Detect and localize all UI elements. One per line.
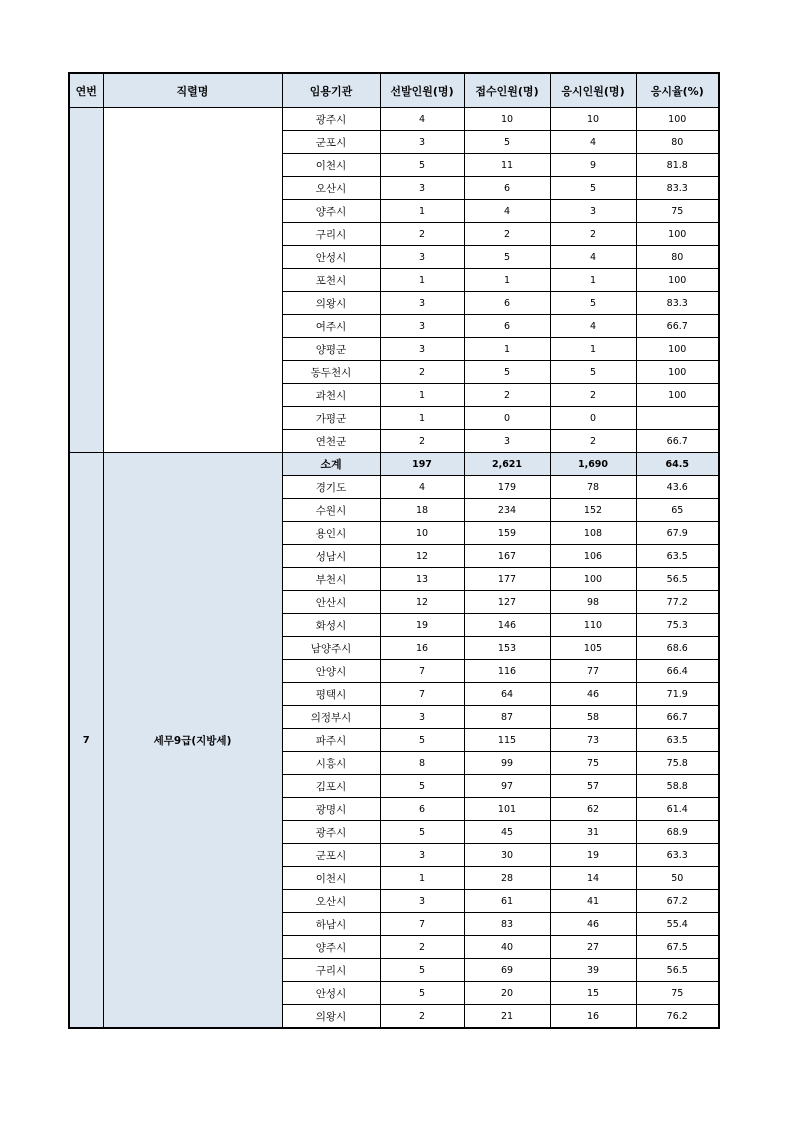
selected-cell: 7: [380, 660, 464, 683]
rate-cell: 75: [636, 982, 719, 1005]
applied-cell: 177: [464, 568, 550, 591]
rate-cell: 61.4: [636, 798, 719, 821]
selected-cell: 1: [380, 269, 464, 292]
took-cell: 46: [550, 913, 636, 936]
org-cell: 경기도: [282, 476, 380, 499]
applied-cell: 2: [464, 384, 550, 407]
rate-cell: 100: [636, 269, 719, 292]
rate-cell: 75: [636, 200, 719, 223]
applied-cell: 153: [464, 637, 550, 660]
selected-cell: 2: [380, 361, 464, 384]
org-cell: 광주시: [282, 821, 380, 844]
subtotal-label: 소계: [282, 453, 380, 476]
rate-cell: 83.3: [636, 292, 719, 315]
applied-cell: 6: [464, 177, 550, 200]
org-cell: 광주시: [282, 108, 380, 131]
org-cell: 가평군: [282, 407, 380, 430]
took-cell: 39: [550, 959, 636, 982]
selected-cell: 2: [380, 223, 464, 246]
applied-cell: 28: [464, 867, 550, 890]
took-cell: 9: [550, 154, 636, 177]
took-cell: 2: [550, 384, 636, 407]
took-cell: 106: [550, 545, 636, 568]
org-cell: 오산시: [282, 890, 380, 913]
applied-cell: 64: [464, 683, 550, 706]
applied-cell: 5: [464, 246, 550, 269]
took-cell: 100: [550, 568, 636, 591]
selected-cell: 4: [380, 108, 464, 131]
applied-cell: 146: [464, 614, 550, 637]
applied-cell: 11: [464, 154, 550, 177]
org-cell: 하남시: [282, 913, 380, 936]
selected-cell: 7: [380, 913, 464, 936]
took-cell: 1: [550, 338, 636, 361]
rate-cell: 43.6: [636, 476, 719, 499]
rate-cell: 80: [636, 131, 719, 154]
took-cell: 46: [550, 683, 636, 706]
org-cell: 동두천시: [282, 361, 380, 384]
org-cell: 과천시: [282, 384, 380, 407]
org-cell: 남양주시: [282, 637, 380, 660]
took-cell: 5: [550, 177, 636, 200]
rate-cell: 68.6: [636, 637, 719, 660]
applied-cell: 45: [464, 821, 550, 844]
took-cell: 5: [550, 292, 636, 315]
selected-cell: 3: [380, 246, 464, 269]
applied-cell: 83: [464, 913, 550, 936]
applied-cell: 101: [464, 798, 550, 821]
took-cell: 4: [550, 131, 636, 154]
applied-cell: 167: [464, 545, 550, 568]
selected-cell: 1: [380, 384, 464, 407]
applied-cell: 116: [464, 660, 550, 683]
selected-cell: 10: [380, 522, 464, 545]
applied-cell: 5: [464, 361, 550, 384]
took-cell: 73: [550, 729, 636, 752]
selected-cell: 5: [380, 775, 464, 798]
org-cell: 성남시: [282, 545, 380, 568]
applied-cell: 1: [464, 338, 550, 361]
applied-cell: 10: [464, 108, 550, 131]
selected-cell: 3: [380, 890, 464, 913]
applied-cell: 30: [464, 844, 550, 867]
section-a-body: [69, 108, 719, 453]
org-cell: 의정부시: [282, 706, 380, 729]
applied-cell: 4: [464, 200, 550, 223]
applied-cell: 40: [464, 936, 550, 959]
selected-cell: 2: [380, 1005, 464, 1029]
selected-cell: 13: [380, 568, 464, 591]
job-title-cell: [103, 108, 282, 453]
org-cell: 여주시: [282, 315, 380, 338]
rate-cell: 66.7: [636, 315, 719, 338]
recruitment-table: [68, 72, 720, 1029]
org-cell: 군포시: [282, 131, 380, 154]
org-cell: 파주시: [282, 729, 380, 752]
rate-cell: 68.9: [636, 821, 719, 844]
selected-cell: 2: [380, 936, 464, 959]
took-cell: 2: [550, 430, 636, 453]
selected-cell: 5: [380, 154, 464, 177]
applied-cell: 115: [464, 729, 550, 752]
applied-cell: 3: [464, 430, 550, 453]
selected-cell: 3: [380, 315, 464, 338]
subtotal-took: 1,690: [550, 453, 636, 476]
rate-cell: 75.8: [636, 752, 719, 775]
rate-cell: 67.5: [636, 936, 719, 959]
org-cell: 양주시: [282, 936, 380, 959]
took-cell: 4: [550, 315, 636, 338]
applied-cell: 159: [464, 522, 550, 545]
org-cell: 평택시: [282, 683, 380, 706]
applied-cell: 87: [464, 706, 550, 729]
org-cell: 용인시: [282, 522, 380, 545]
selected-cell: 18: [380, 499, 464, 522]
org-cell: 부천시: [282, 568, 380, 591]
org-cell: 양주시: [282, 200, 380, 223]
selected-cell: 8: [380, 752, 464, 775]
selected-cell: 3: [380, 338, 464, 361]
applied-cell: 99: [464, 752, 550, 775]
org-cell: 수원시: [282, 499, 380, 522]
rate-cell: 71.9: [636, 683, 719, 706]
took-cell: 1: [550, 269, 636, 292]
took-cell: 3: [550, 200, 636, 223]
took-cell: 62: [550, 798, 636, 821]
took-cell: 57: [550, 775, 636, 798]
subtotal-rate: 64.5: [636, 453, 719, 476]
took-cell: 4: [550, 246, 636, 269]
table-header-row: [69, 73, 719, 108]
row-number-cell: [69, 108, 103, 453]
header-selected: 선발인원(명): [380, 73, 464, 108]
org-cell: 광명시: [282, 798, 380, 821]
row-number-cell: 7: [69, 453, 103, 1029]
org-cell: 의왕시: [282, 1005, 380, 1029]
org-cell: 구리시: [282, 223, 380, 246]
header-took: 응시인원(명): [550, 73, 636, 108]
took-cell: 108: [550, 522, 636, 545]
org-cell: 의왕시: [282, 292, 380, 315]
header-applied: 접수인원(명): [464, 73, 550, 108]
selected-cell: 1: [380, 867, 464, 890]
subtotal-selected: 197: [380, 453, 464, 476]
took-cell: 152: [550, 499, 636, 522]
selected-cell: 3: [380, 131, 464, 154]
selected-cell: 4: [380, 476, 464, 499]
applied-cell: 5: [464, 131, 550, 154]
selected-cell: 3: [380, 177, 464, 200]
rate-cell: [636, 407, 719, 430]
selected-cell: 5: [380, 982, 464, 1005]
subtotal-row: [69, 453, 719, 476]
took-cell: 14: [550, 867, 636, 890]
selected-cell: 2: [380, 430, 464, 453]
org-cell: 안산시: [282, 591, 380, 614]
org-cell: 안성시: [282, 246, 380, 269]
took-cell: 0: [550, 407, 636, 430]
recruitment-table-sheet: [68, 72, 718, 1029]
selected-cell: 3: [380, 292, 464, 315]
org-cell: 이천시: [282, 867, 380, 890]
rate-cell: 63.3: [636, 844, 719, 867]
applied-cell: 6: [464, 315, 550, 338]
subtotal-applied: 2,621: [464, 453, 550, 476]
org-cell: 포천시: [282, 269, 380, 292]
took-cell: 10: [550, 108, 636, 131]
job-title-cell: 세무9급(지방세): [103, 453, 282, 1029]
rate-cell: 100: [636, 108, 719, 131]
rate-cell: 83.3: [636, 177, 719, 200]
applied-cell: 234: [464, 499, 550, 522]
took-cell: 41: [550, 890, 636, 913]
rate-cell: 50: [636, 867, 719, 890]
applied-cell: 97: [464, 775, 550, 798]
took-cell: 31: [550, 821, 636, 844]
rate-cell: 100: [636, 223, 719, 246]
org-cell: 김포시: [282, 775, 380, 798]
rate-cell: 67.2: [636, 890, 719, 913]
took-cell: 15: [550, 982, 636, 1005]
org-cell: 화성시: [282, 614, 380, 637]
selected-cell: 5: [380, 729, 464, 752]
applied-cell: 127: [464, 591, 550, 614]
selected-cell: 6: [380, 798, 464, 821]
selected-cell: 5: [380, 821, 464, 844]
org-cell: 안양시: [282, 660, 380, 683]
rate-cell: 77.2: [636, 591, 719, 614]
selected-cell: 1: [380, 200, 464, 223]
selected-cell: 1: [380, 407, 464, 430]
org-cell: 안성시: [282, 982, 380, 1005]
header-job: 직렬명: [103, 73, 282, 108]
took-cell: 105: [550, 637, 636, 660]
applied-cell: 179: [464, 476, 550, 499]
rate-cell: 58.8: [636, 775, 719, 798]
org-cell: 오산시: [282, 177, 380, 200]
selected-cell: 3: [380, 844, 464, 867]
took-cell: 75: [550, 752, 636, 775]
rate-cell: 63.5: [636, 729, 719, 752]
applied-cell: 1: [464, 269, 550, 292]
selected-cell: 12: [380, 591, 464, 614]
rate-cell: 67.9: [636, 522, 719, 545]
took-cell: 98: [550, 591, 636, 614]
org-cell: 시흥시: [282, 752, 380, 775]
rate-cell: 56.5: [636, 959, 719, 982]
selected-cell: 5: [380, 959, 464, 982]
applied-cell: 6: [464, 292, 550, 315]
took-cell: 27: [550, 936, 636, 959]
header-org: 임용기관: [282, 73, 380, 108]
applied-cell: 0: [464, 407, 550, 430]
applied-cell: 21: [464, 1005, 550, 1029]
selected-cell: 16: [380, 637, 464, 660]
rate-cell: 66.7: [636, 706, 719, 729]
took-cell: 2: [550, 223, 636, 246]
org-cell: 양평군: [282, 338, 380, 361]
applied-cell: 69: [464, 959, 550, 982]
selected-cell: 12: [380, 545, 464, 568]
rate-cell: 80: [636, 246, 719, 269]
took-cell: 19: [550, 844, 636, 867]
selected-cell: 19: [380, 614, 464, 637]
rate-cell: 66.4: [636, 660, 719, 683]
selected-cell: 7: [380, 683, 464, 706]
applied-cell: 20: [464, 982, 550, 1005]
applied-cell: 61: [464, 890, 550, 913]
took-cell: 110: [550, 614, 636, 637]
header-rate: 응시율(%): [636, 73, 719, 108]
rate-cell: 75.3: [636, 614, 719, 637]
org-cell: 군포시: [282, 844, 380, 867]
rate-cell: 76.2: [636, 1005, 719, 1029]
took-cell: 58: [550, 706, 636, 729]
rate-cell: 65: [636, 499, 719, 522]
rate-cell: 66.7: [636, 430, 719, 453]
took-cell: 78: [550, 476, 636, 499]
rate-cell: 100: [636, 361, 719, 384]
org-cell: 이천시: [282, 154, 380, 177]
applied-cell: 2: [464, 223, 550, 246]
org-cell: 구리시: [282, 959, 380, 982]
org-cell: 연천군: [282, 430, 380, 453]
rate-cell: 55.4: [636, 913, 719, 936]
rate-cell: 100: [636, 384, 719, 407]
section-b-body: [69, 453, 719, 1029]
took-cell: 77: [550, 660, 636, 683]
header-no: 연번: [69, 73, 103, 108]
rate-cell: 56.5: [636, 568, 719, 591]
took-cell: 16: [550, 1005, 636, 1029]
took-cell: 5: [550, 361, 636, 384]
rate-cell: 100: [636, 338, 719, 361]
rate-cell: 81.8: [636, 154, 719, 177]
table-row: [69, 108, 719, 131]
rate-cell: 63.5: [636, 545, 719, 568]
selected-cell: 3: [380, 706, 464, 729]
